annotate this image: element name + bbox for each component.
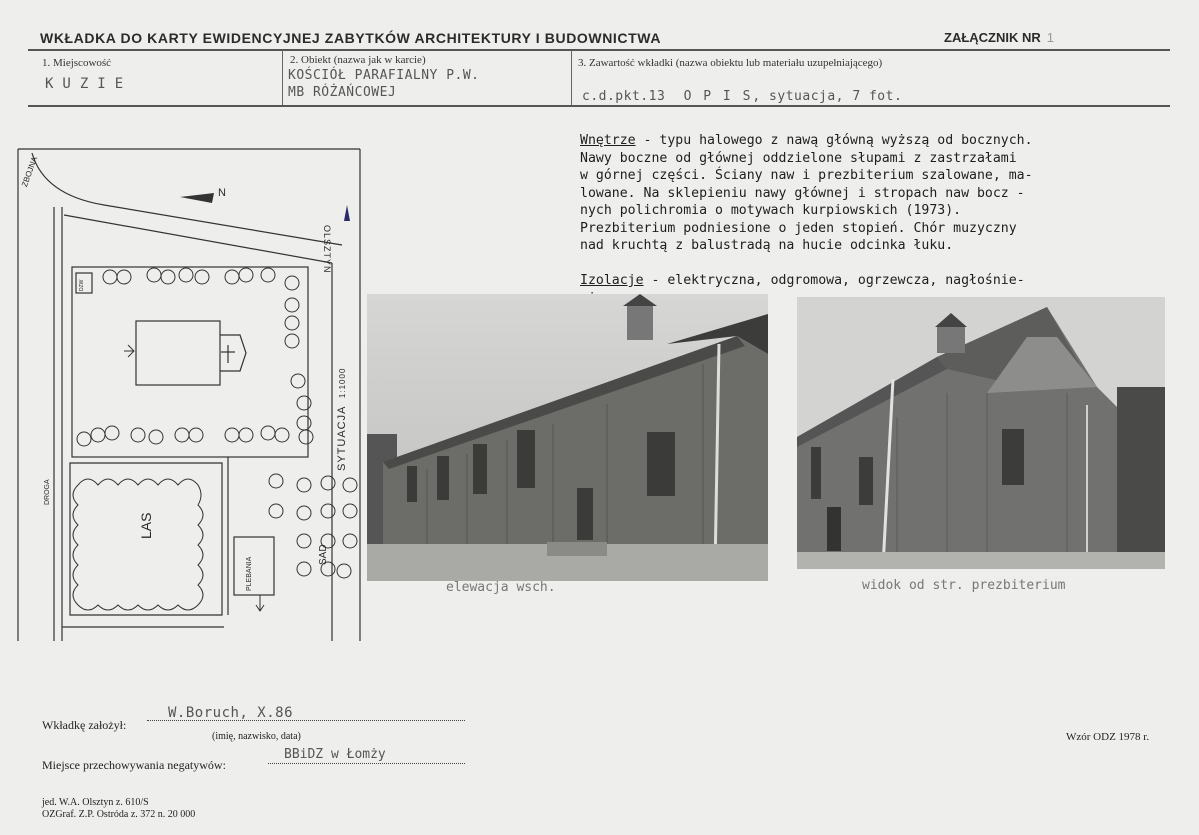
interior-heading: Wnętrze (580, 133, 636, 148)
north-label: N (218, 187, 226, 199)
header-rule (28, 49, 1170, 51)
object-label: 2. Obiekt (nazwa jak w karcie) (290, 54, 426, 66)
photo-presbytery-view (797, 297, 1165, 569)
form-code: Wzór ODZ 1978 r. (1066, 731, 1150, 743)
document-title: WKŁADKA DO KARTY EWIDENCYJNEJ ZABYTKÓW ARCHITEKTURY I BUDOWNICTWA (40, 30, 662, 46)
field-divider-2 (571, 50, 572, 106)
content-value-opis: O P I S (683, 89, 753, 104)
belfry-label: DZW (79, 279, 85, 291)
road-label-droga: DROGA (44, 479, 51, 505)
storage-label: Miejsce przechowywania negatywów: (42, 758, 226, 772)
field-divider-1 (282, 50, 283, 106)
plan-title (336, 368, 348, 471)
orchard-label: SAD (318, 544, 329, 565)
fields-rule (28, 105, 1170, 107)
content-value (582, 89, 902, 104)
locality-label: 1. Miejscowość (42, 57, 112, 69)
content-value-rest: , sytuacja, 7 fot. (752, 89, 903, 104)
object-value-line1: KOŚCIÓŁ PARAFIALNY P.W. (288, 68, 480, 83)
road-label-zbojna: ZBOJNA (20, 155, 40, 189)
installations-line1: - elektryczna, odgromowa, ogrzewcza, nagłośnie- (643, 273, 1025, 288)
caption-east-elevation: elewacja wsch. (446, 580, 556, 595)
content-label: 3. Zawartość wkładki (nazwa obiektu lub materiału uzupełniającego) (578, 57, 883, 69)
site-plan (14, 145, 364, 645)
created-by-hint: (imię, nazwisko, data) (212, 731, 301, 742)
plebania-label: PLEBANIA (246, 556, 253, 591)
annex-label: ZAŁĄCZNIK NR 1 (944, 30, 1054, 45)
annex-number: 1 (1046, 30, 1054, 45)
photo-east-elevation (367, 294, 768, 581)
created-by-label: Wkładkę założył: (42, 718, 127, 732)
storage-underline (268, 763, 465, 764)
print-info-2: OZGraf. Z.P. Ostróda z. 372 n. 20 000 (42, 809, 196, 820)
created-by-value: W.Boruch, X.86 (168, 705, 294, 721)
object-value-line2: MB RÓŻAŃCOWEJ (288, 85, 397, 100)
locality-value: KUZIE (45, 76, 133, 92)
interior-line1: - typu halowego z nawą główną wyższą od bocznych. (635, 133, 1033, 148)
created-by-underline (147, 720, 465, 721)
interior-body: Nawy boczne od głównej oddzielone słupami z zastrzałami w górnej części. Ściany naw i prezbiterium szalowane, ma- lowane. Na sklepieniu nawy głównej i stropach naw bocz - nych polichromia o motywach kurpiowskich (1973). Prezbiterium podniesione o jeden stopień. Chór muzyczny nad kruchtą z balustradą na hucie odcinka łuku. (580, 150, 1033, 253)
print-info-1: jed. W.A. Olsztyn z. 610/S (42, 797, 149, 808)
caption-presbytery-view: widok od str. prezbiterium (862, 578, 1066, 593)
plan-scale: 1:1000 (338, 367, 347, 399)
object-value (288, 67, 480, 101)
description-text (580, 132, 1160, 307)
content-value-point: c.d.pkt.13 (582, 89, 666, 104)
forest-label: LAS (138, 512, 154, 539)
plan-title-text: SYTUACJA (336, 406, 348, 471)
storage-value: BBiDZ w Łomży (284, 747, 386, 762)
installations-heading: Izolacje (580, 273, 644, 288)
road-label-olsztyn: OLSZTYN (322, 225, 332, 274)
